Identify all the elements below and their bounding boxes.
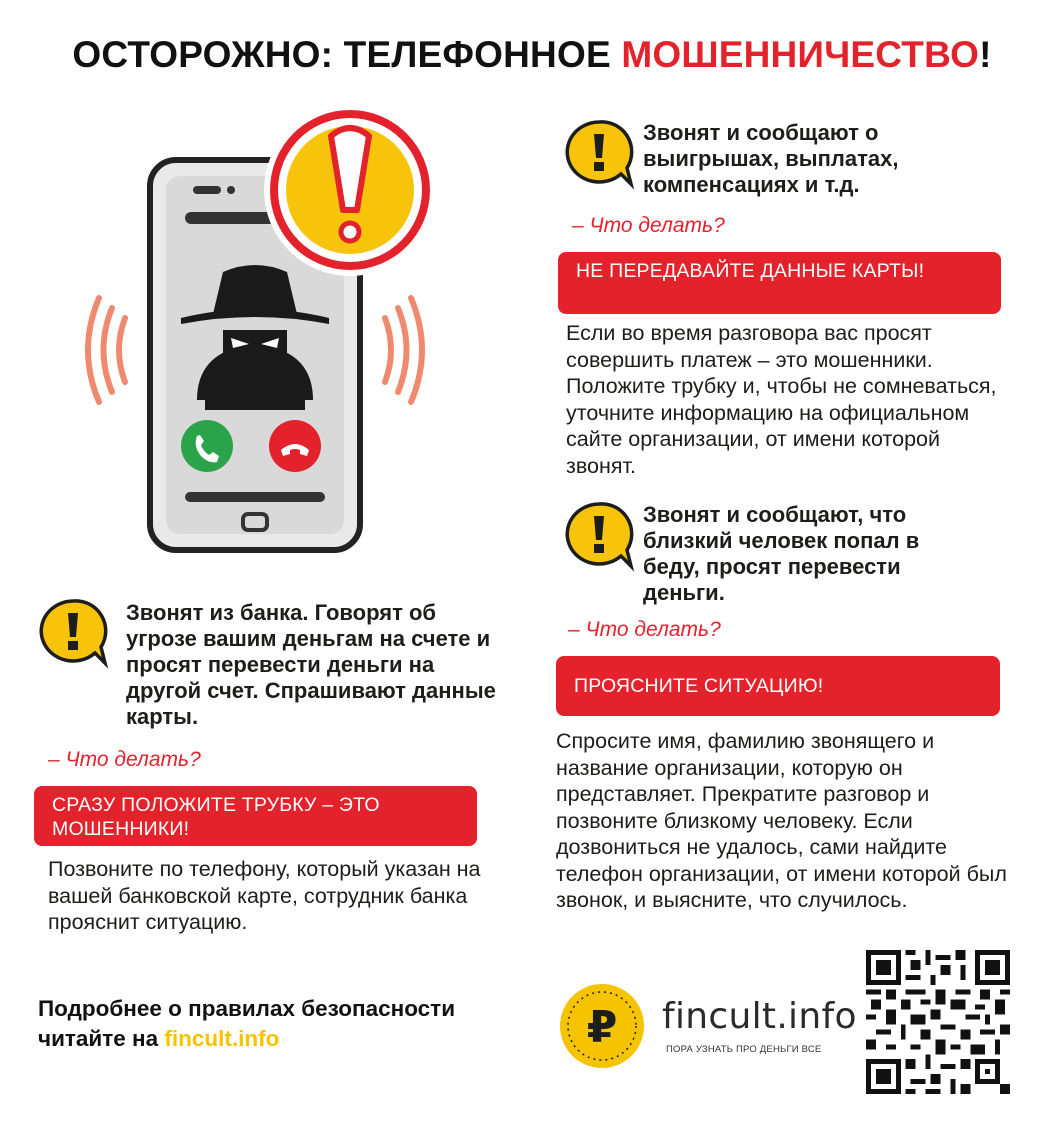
block-1-what-to-do: – Что делать?: [572, 214, 725, 237]
scam-call-illustration: [85, 100, 445, 560]
brand-tagline: ПОРА УЗНАТЬ ПРО ДЕНЬГИ ВСЕ: [666, 1044, 822, 1055]
alert-badge-icon: [264, 104, 436, 276]
block-2-what-to-do: – Что делать?: [568, 618, 721, 641]
block-3-text: Позвоните по телефону, который указан на вашей банковской карте, сотрудник банка прояснит ситуацию.: [48, 857, 481, 934]
ruble-coin-icon: [558, 982, 646, 1070]
warning-bubble-icon: [563, 118, 635, 190]
brand-name: fincult.info: [662, 996, 857, 1037]
footer-link[interactable]: fincult.info: [164, 1026, 280, 1051]
block-1-banner: НЕ ПЕРЕДАВАЙТЕ ДАННЫЕ КАРТЫ!: [558, 252, 1001, 314]
block-2-heading: Звонят и сообщают, что близкий человек попал в беду, просят перевести деньги.: [643, 502, 920, 605]
sound-waves-right-icon: [385, 298, 422, 402]
warning-bubble-icon: [37, 597, 109, 669]
answer-call-icon: [181, 420, 233, 472]
svg-text:₽: ₽: [586, 1002, 618, 1053]
sound-waves-left-icon: [88, 298, 125, 402]
warning-bubble-icon: [563, 500, 635, 572]
footer-note: Подробнее о правилах безопасности читайте на fincult.info: [38, 996, 456, 1051]
block-1-heading: Звонят и сообщают о выигрышах, выплатах, компенсациях и т.д.: [643, 120, 899, 197]
block-2-text: Спросите имя, фамилию звонящего и название организации, которую он представляет. Прекратите разговор и позвоните близкому человеку. Если дозвониться не удалось, сами найдите телефон организации, от имени которой был звонок, и выясните, что случилось.: [556, 729, 1007, 912]
block-3-what-to-do: – Что делать?: [48, 748, 201, 771]
qr-code-icon[interactable]: [866, 950, 1010, 1094]
block-1-text: Если во время разговора вас просят совершить платеж – это мошенники. Положите трубку и, чтобы не сомневаться, уточните информацию на официальном сайте организации, от имени которой звонят.: [566, 321, 997, 478]
page-title: ОСТОРОЖНО: ТЕЛЕФОННОЕ МОШЕННИЧЕСТВО!: [72, 34, 992, 75]
block-2-banner: ПРОЯСНИТЕ СИТУАЦИЮ!: [556, 656, 1000, 716]
block-3-banner: СРАЗУ ПОЛОЖИТЕ ТРУБКУ – ЭТО МОШЕННИКИ!: [34, 786, 477, 846]
title-highlight: МОШЕННИЧЕСТВО: [621, 34, 980, 75]
block-3-heading: Звонят из банка. Говорят об угрозе вашим деньгам на счете и просят перевести деньги на другой счет. Спрашивают данные карты.: [126, 600, 496, 729]
